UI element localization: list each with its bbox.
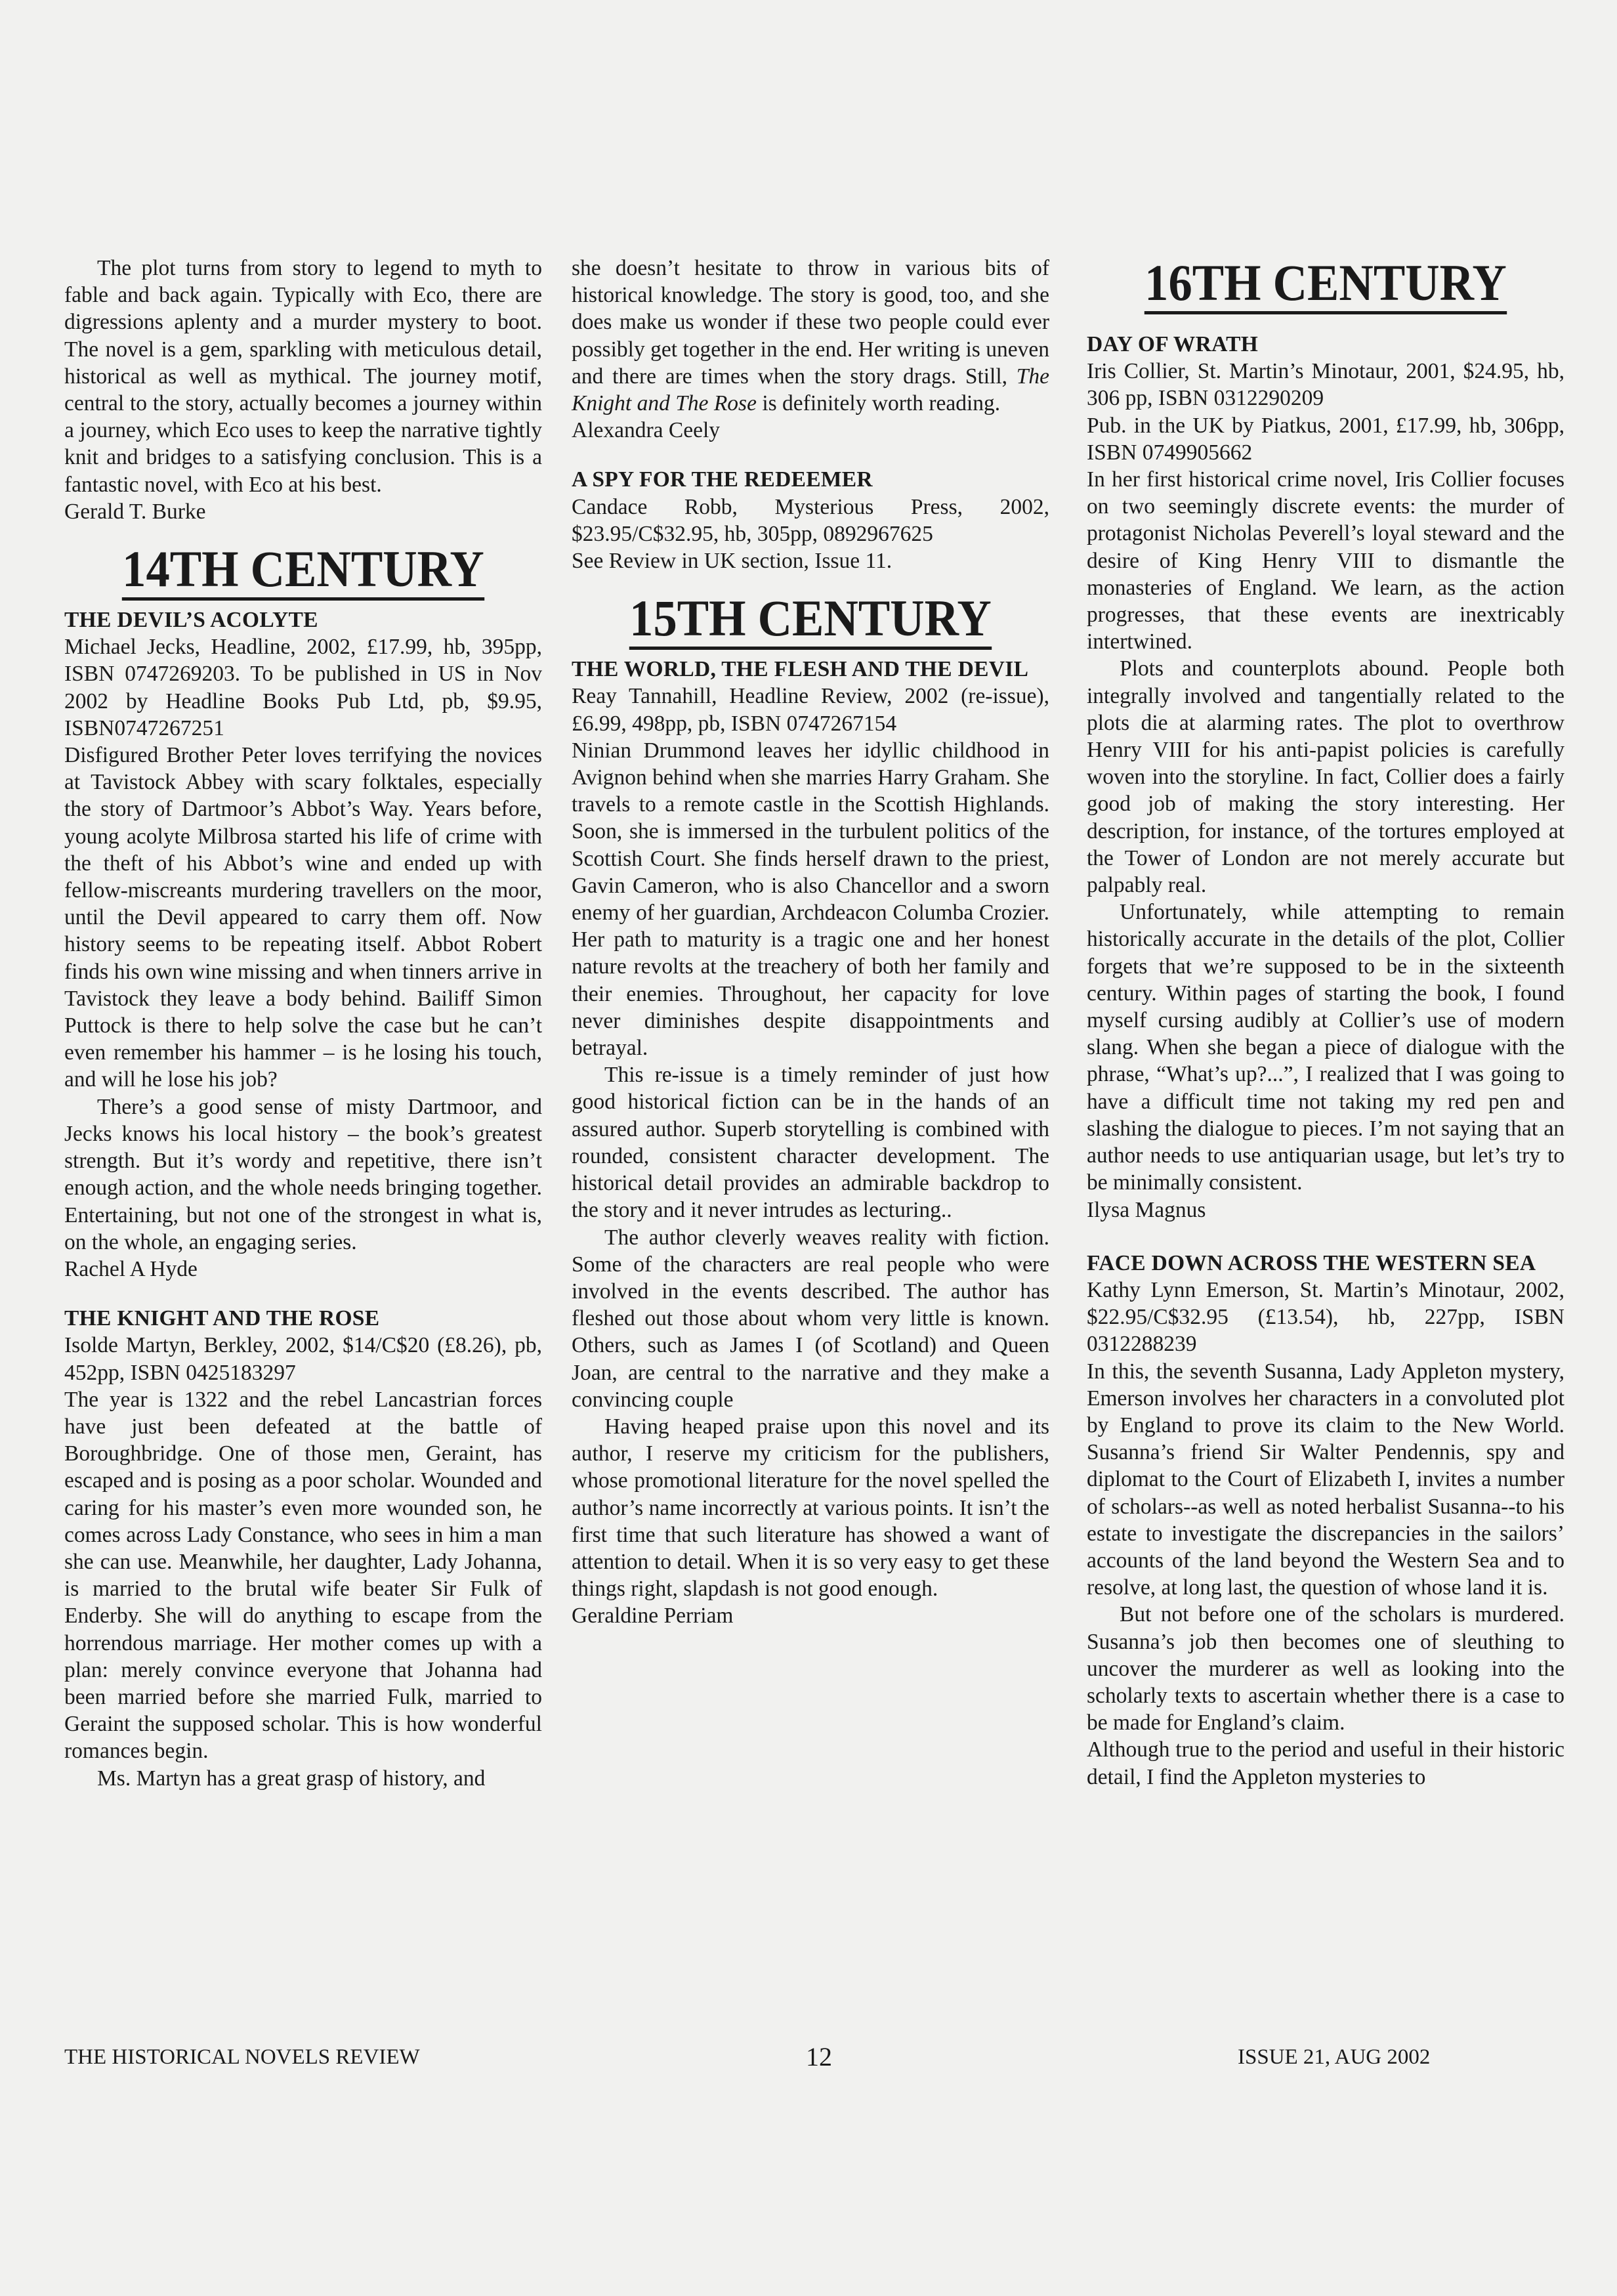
review-paragraph: The plot turns from story to legend to myth to fable and back again. Typically with Eco, there are digressions aplenty and a murder mystery to boot. The novel is a gem, sparkling with meticulous detail, historical as well as mythical. The journey motif, central to the story, actually becomes a journey within a journey, which Eco uses to keep the narrative tightly knit and bridges to a satisfying conclusion. This is a fantastic novel, with Eco at his best. (64, 256, 542, 497)
reviewer-signature: Ilysa Magnus (1087, 1197, 1206, 1222)
publication-details: Iris Collier, St. Martin’s Minotaur, 2001, $24.95, hb, 306 pp, ISBN 0312290209 (1087, 359, 1564, 411)
publication-details: Reay Tannahill, Headline Review, 2002 (re-issue), £6.99, 498pp, pb, ISBN 0747267154 (572, 684, 1049, 736)
review-title: DAY OF WRATH (1087, 332, 1259, 356)
section-heading-14th-century: 14TH CENTURY (81, 540, 525, 599)
publication-details: Pub. in the UK by Piatkus, 2001, £17.99, hb, 306pp, ISBN 0749905662 (1087, 413, 1564, 465)
review-title: A SPY FOR THE REDEEMER (572, 467, 873, 492)
review-paragraph: Ninian Drummond leaves her idyllic childhood in Avignon behind when she marries Harry Graham. She travels to a remote castle in the Scottish Highlands. Soon, she is immersed in the turbulent politics of the Scottish Court. She finds herself drawn to the priest, Gavin Cameron, who is also Chancellor and a sworn enemy of her guardian, Archdeacon Columba Crozier. Her path to maturity is a tragic one and her honest nature revolts at the treachery of both her family and their enemies. Throughout, her capacity for love never diminishes despite disappointments and betrayal. (572, 738, 1049, 1061)
publication-details: Isolde Martyn, Berkley, 2002, $14/C$20 (£8.26), pb, 452pp, ISBN 0425183297 (64, 1333, 542, 1385)
publication-details: Kathy Lynn Emerson, St. Martin’s Minotaur, 2002, $22.95/C$32.95 (£13.54), hb, 227pp, ISBN 0312288239 (1087, 1277, 1564, 1357)
page-number: 12 (806, 2042, 832, 2072)
reviewer-signature: Gerald T. Burke (64, 499, 206, 524)
publication-details: Candace Robb, Mysterious Press, 2002, $23.95/C$32.95, hb, 305pp, 0892967625 (572, 494, 1049, 546)
review-title: THE DEVIL’S ACOLYTE (64, 608, 318, 633)
column-3 (1087, 255, 1564, 1791)
review-paragraph: The author cleverly weaves reality with fiction. Some of the characters are real people who were involved in the events described. The author has fleshed out those about whom very little is known. Others, such as James I (of Scotland) and Queen Joan, are central to the narrative and they make a convincing couple (572, 1225, 1049, 1412)
review-title: THE KNIGHT AND THE ROSE (64, 1306, 380, 1331)
review-paragraph: Ms. Martyn has a great grasp of history, and (97, 1766, 486, 1791)
review-paragraph: Having heaped praise upon this novel and its author, I reserve my criticism for the publishers, whose promotional literature for the novel spelled the author’s name incorrectly at various points. It isn’t the first time that such literature has showed a want of attention to detail. When it is so very easy to get these things right, slapdash is not good enough. (572, 1414, 1049, 1602)
review-note: See Review in UK section, Issue 11. (572, 549, 892, 574)
review-title: FACE DOWN ACROSS THE WESTERN SEA (1087, 1250, 1536, 1275)
footer-publication-name: THE HISTORICAL NOVELS REVIEW (64, 2045, 420, 2069)
review-paragraph: This re-issue is a timely reminder of just how good historical fiction can be in the hands of an assured author. Superb storytelling is combined with rounded, consistent character development. The historical detail provides an admirable backdrop to the story and it never intrudes as lecturing.. (572, 1063, 1049, 1223)
footer-issue: ISSUE 21, AUG 2002 (1238, 2045, 1431, 2069)
review-paragraph: Disfigured Brother Peter loves terrifying the novices at Tavistock Abbey with scary folktales, especially the story of Dartmoor’s Abbot’s Way. Years before, young acolyte Milbrosa started his life of crime with the theft of his Abbot’s wine and ended up with fellow-miscreants murdering travellers on the moor, until the Devil appeared to carry them off. Now history seems to be repeating itself. Abbot Robert finds his own wine missing and when tinners arrive in Tavistock they leave a body behind. Bailiff Simon Puttock is there to help solve the case but he can’t even remember his hammer – is he losing his touch, and will he lose his job? (64, 743, 542, 1092)
section-heading-16th-century: 16TH CENTURY (1103, 253, 1547, 312)
reviewer-signature: Alexandra Ceely (572, 418, 721, 443)
column-2 (572, 255, 1049, 1630)
review-paragraph: she doesn’t hesitate to throw in various bits of historical knowledge. The story is good, too, and she does make us wonder if these two people could ever possibly get together in the end. Her writing is uneven and there are times when the story drags. Still, The Knight and The Rose is definitely worth reading. (572, 256, 1049, 416)
publication-details: Michael Jecks, Headline, 2002, £17.99, hb, 395pp, ISBN 0747269203. To be published in US in Nov 2002 by Headline Books Pub Ltd, pb, $9.95, ISBN0747267251 (64, 635, 542, 740)
review-paragraph: Unfortunately, while attempting to remain historically accurate in the details of the plot, Collier forgets that we’re supposed to be in the sixteenth century. Within pages of starting the book, I found myself cursing audibly at Collier’s use of modern slang. When she began a piece of dialogue with the phrase, “What’s up?...”, I realized that I was going to have a difficult time not taking my red pen and slashing the dialogue to pieces. I’m not saying that an author needs to use antiquarian usage, but let’s try to be minimally consistent. (1087, 900, 1564, 1195)
reviewer-signature: Geraldine Perriam (572, 1604, 734, 1628)
review-paragraph: But not before one of the scholars is murdered. Susanna’s job then becomes one of sleuthing to uncover the murderer as well as looking into the scholarly texts to ascertain whether there is a case to be made for England’s claim. (1087, 1602, 1564, 1735)
section-heading-15th-century: 15TH CENTURY (588, 589, 1032, 648)
review-paragraph: The year is 1322 and the rebel Lancastrian forces have just been defeated at the battle of Boroughbridge. One of those men, Geraint, has escaped and is posing as a poor scholar. Wounded and caring for his master’s even more wounded son, he comes across Lady Constance, who sees in him a man she can use. Meanwhile, her daughter, Lady Johanna, is married to the brutal wife beater Sir Fulk of Enderby. She will do anything to escape from the horrendous marriage. Her mother comes up with a plan: merely convince everyone that Johanna had been married before she married Fulk, married to Geraint the supposed scholar. This is how wonderful romances begin. (64, 1387, 542, 1764)
review-title: THE WORLD, THE FLESH AND THE DEVIL (572, 657, 1029, 682)
review-paragraph: Plots and counterplots abound. People both integrally involved and tangentially related to the plots die at alarming rates. The plot to overthrow Henry VIII for his anti-papist policies is carefully woven into the storyline. In fact, Collier does a fairly good job of making the story interesting. Her description, for instance, of the tortures employed at the Tower of London are not merely accurate but palpably real. (1087, 656, 1564, 898)
book-title-italic: The Knight and The Rose (572, 364, 1049, 416)
column-1 (64, 255, 542, 1792)
review-paragraph: In her first historical crime novel, Iris Collier focuses on two seemingly discrete events: the murder of protagonist Nicholas Peverell’s loyal steward and the desire of King Henry VIII to dismantle the monasteries of England. We learn, as the action progresses, that these events are inextricably intertwined. (1087, 467, 1564, 654)
review-paragraph: In this, the seventh Susanna, Lady Appleton mystery, Emerson involves her characters in a convoluted plot by England to prove its claim to the New World. Susanna’s friend Sir Walter Pendennis, spy and diplomat to the Court of Elizabeth I, invites a number of scholars--as well as noted herbalist Susanna--to his estate to investigate the discrepancies in the sailors’ accounts of the land beyond the Western Sea and to resolve, at long last, the question of whose land it is. (1087, 1359, 1564, 1600)
review-paragraph: There’s a good sense of misty Dartmoor, and Jecks knows his local history – the book’s greatest strength. But it’s wordy and repetitive, there isn’t enough action, and the whole needs bringing together. Entertaining, but not one of the strongest in what is, on the whole, an engaging series. (64, 1094, 542, 1254)
reviewer-signature: Rachel A Hyde (64, 1256, 198, 1281)
review-paragraph: Although true to the period and useful in their historic detail, I find the Appleton mysteries to (1087, 1737, 1564, 1789)
